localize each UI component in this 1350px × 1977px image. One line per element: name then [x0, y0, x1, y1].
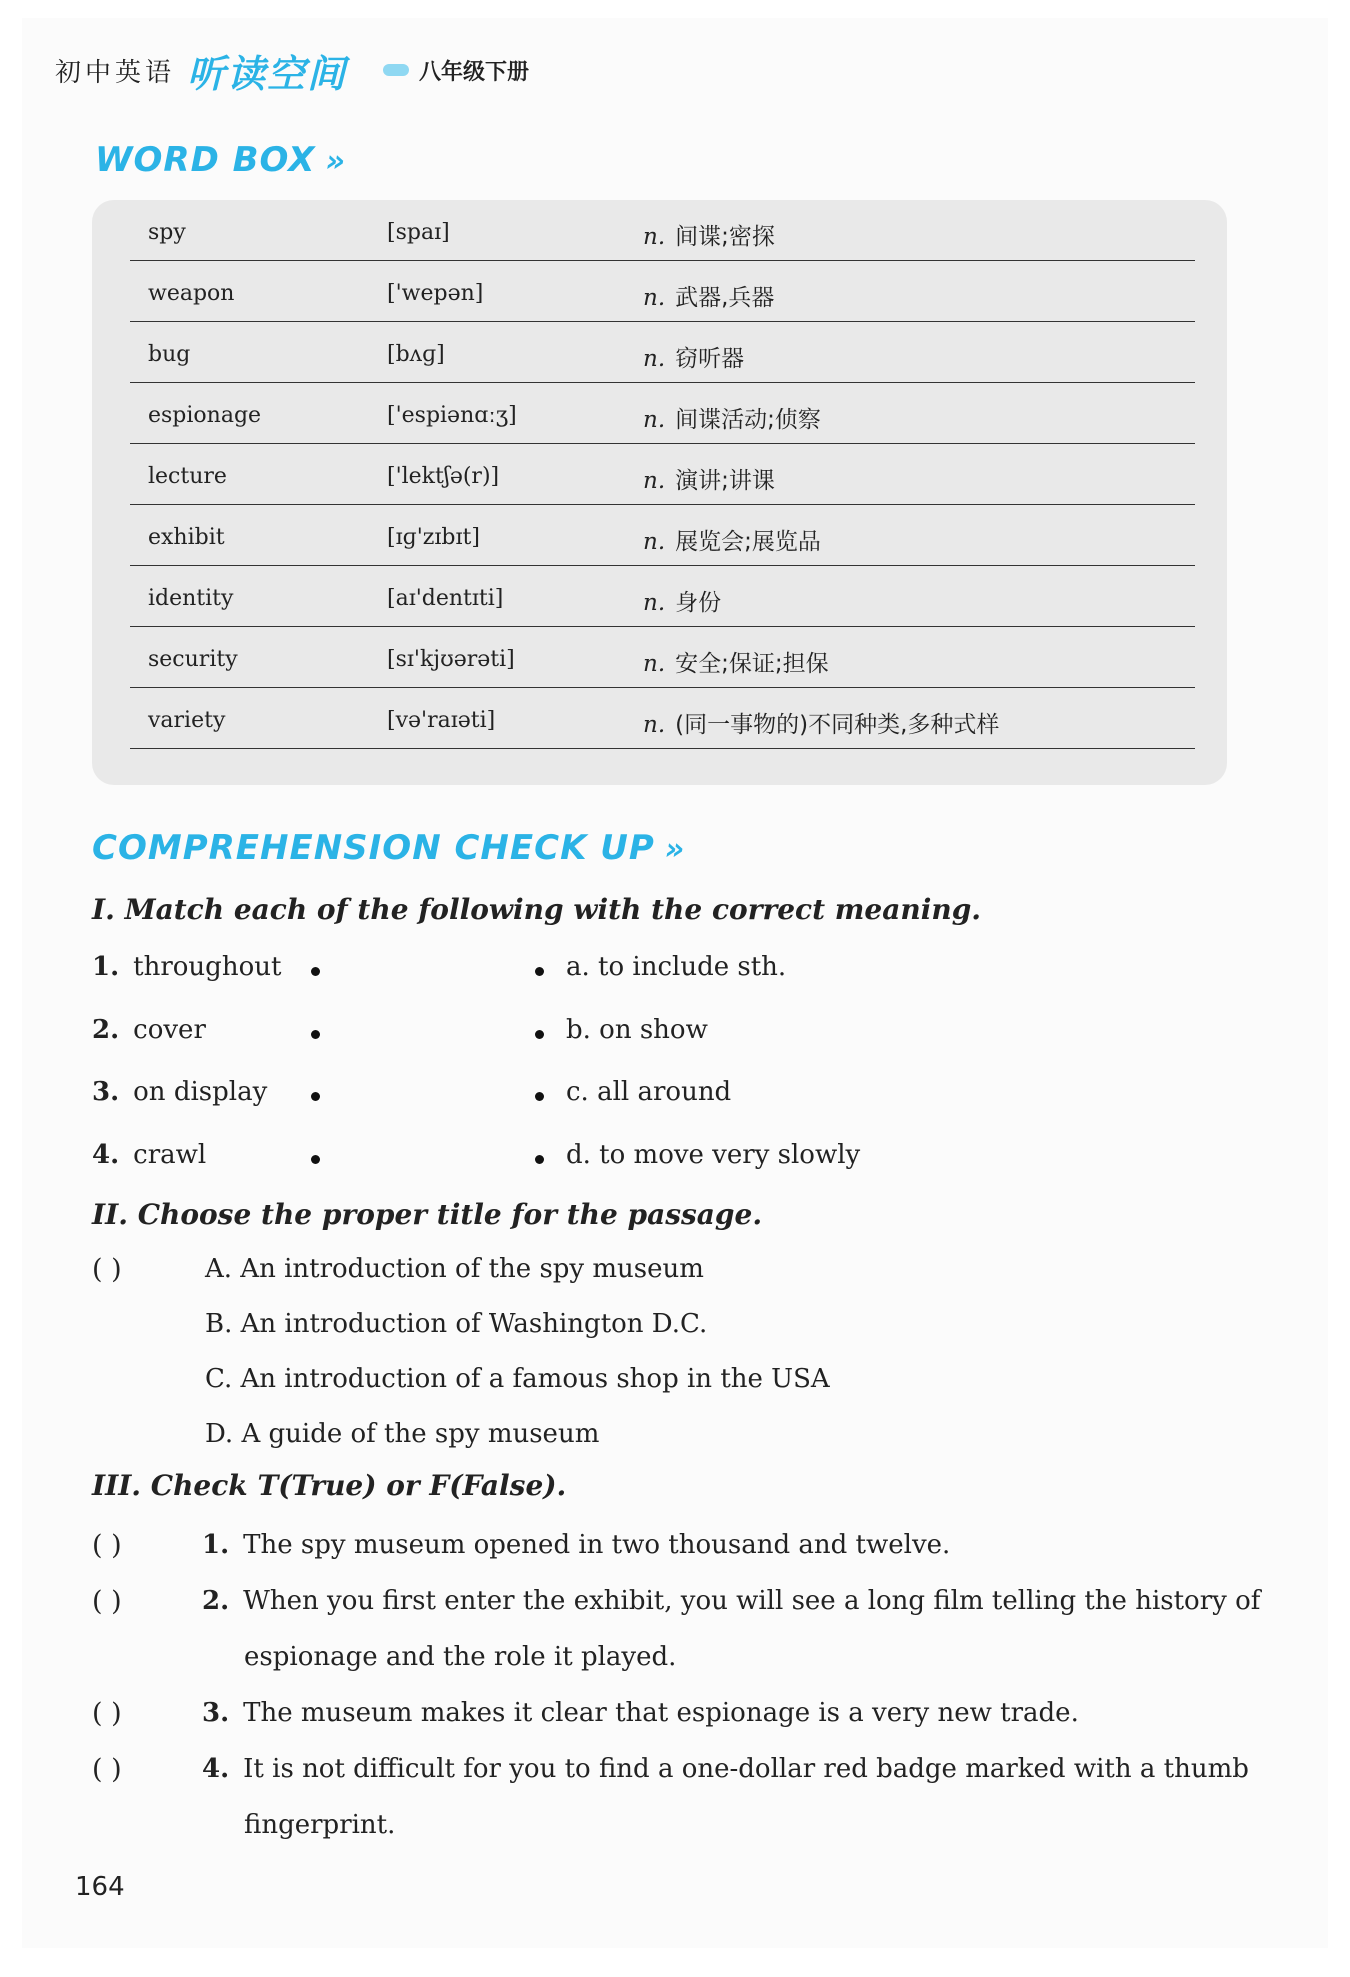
word: bug: [148, 342, 191, 367]
double-chevron-icon: »: [664, 832, 686, 867]
part-of-speech: n.: [643, 224, 666, 250]
tf-item-continued: fingerprint.: [244, 1810, 396, 1840]
word-row: [130, 383, 1195, 444]
part-of-speech: n.: [643, 285, 666, 311]
word: weapon: [148, 281, 235, 306]
match-dot-left[interactable]: [311, 1155, 320, 1164]
match-left-item: [92, 1140, 206, 1170]
definition: 间谍活动;侦察: [675, 407, 821, 433]
item-number: 4.: [92, 1140, 120, 1170]
part-of-speech: n.: [643, 468, 666, 494]
phonetic: [bʌɡ]: [387, 342, 445, 367]
item-number: 1.: [92, 952, 120, 982]
definition: 窃听器: [675, 346, 745, 372]
meaning: [643, 218, 775, 251]
definition: 演讲;讲课: [675, 468, 775, 494]
definition: 身份: [675, 590, 722, 616]
answer-blank[interactable]: ( ): [92, 1586, 122, 1617]
match-dot-right[interactable]: [535, 967, 544, 976]
word-row: [130, 688, 1195, 749]
word-row: [130, 627, 1195, 688]
option-a: A. An introduction of the spy museum: [205, 1254, 704, 1284]
match-dot-right[interactable]: [535, 1155, 544, 1164]
comprehension-title: COMPREHENSION CHECK UP: [92, 828, 655, 868]
item-number: 3.: [202, 1698, 230, 1728]
meaning: [643, 279, 774, 312]
page-number: 164: [75, 1872, 125, 1902]
answer-blank[interactable]: ( ): [92, 1530, 122, 1561]
meaning: [643, 584, 721, 617]
match-right-item: d. to move very slowly: [566, 1140, 861, 1170]
definition: 武器,兵器: [675, 285, 775, 311]
match-dot-left[interactable]: [311, 1030, 320, 1039]
word-row: [130, 200, 1195, 261]
word-box: [92, 200, 1227, 785]
word: exhibit: [148, 525, 225, 550]
part1-heading: I. Match each of the following with the correct meaning.: [92, 893, 982, 926]
match-right-item: a. to include sth.: [566, 952, 787, 982]
phonetic: [ɪɡ'zɪbɪt]: [387, 525, 480, 550]
series-logo: 听读空间: [187, 51, 348, 96]
match-dot-right[interactable]: [535, 1092, 544, 1101]
match-left-item: [92, 952, 281, 982]
word-box-heading: [95, 140, 346, 180]
phonetic: [aɪ'dentɪti]: [387, 586, 504, 611]
item-text: cover: [133, 1015, 206, 1045]
answer-blank[interactable]: ( ): [92, 1754, 122, 1785]
word-row: [130, 322, 1195, 383]
bullet-icon: [383, 64, 409, 76]
meaning: [643, 706, 999, 739]
part2-heading: II. Choose the proper title for the passage.: [92, 1198, 763, 1231]
item-number: 4.: [202, 1754, 230, 1784]
item-text: The museum makes it clear that espionage is a very new trade.: [243, 1698, 1079, 1728]
item-text: throughout: [133, 952, 282, 982]
match-right-item: c. all around: [566, 1077, 732, 1107]
definition: 安全;保证;担保: [675, 651, 829, 677]
definition: 间谍;密探: [675, 224, 775, 250]
meaning: [643, 523, 821, 556]
definition: (同一事物的)不同种类,多种式样: [675, 712, 1000, 738]
tf-item-continued: espionage and the role it played.: [244, 1642, 677, 1672]
definition: 展览会;展览品: [675, 529, 821, 555]
meaning: [643, 340, 744, 373]
series-title: 初中英语: [55, 57, 176, 88]
meaning: [643, 645, 829, 678]
word: identity: [148, 586, 234, 611]
word: security: [148, 647, 238, 672]
word: spy: [148, 220, 186, 245]
item-text: It is not difficult for you to find a one-dollar red badge marked with a thumb: [243, 1754, 1249, 1784]
word-row: [130, 566, 1195, 627]
tf-item: [202, 1698, 1079, 1728]
phonetic: ['espiənɑːʒ]: [387, 403, 517, 428]
tf-item: [202, 1586, 1260, 1616]
tf-item: [202, 1530, 950, 1560]
page-header: [55, 40, 529, 100]
phonetic: [sɪ'kjʊərəti]: [387, 647, 515, 672]
word-row: [130, 505, 1195, 566]
item-number: 3.: [92, 1077, 120, 1107]
match-left-item: [92, 1015, 206, 1045]
match-dot-left[interactable]: [311, 1092, 320, 1101]
item-text: on display: [133, 1077, 268, 1107]
phonetic: ['wepən]: [387, 281, 484, 306]
meaning: [643, 401, 821, 434]
word-box-title: WORD BOX: [95, 140, 316, 180]
phonetic: ['lektʃə(r)]: [387, 464, 500, 489]
part3-heading: III. Check T(True) or F(False).: [92, 1469, 567, 1502]
answer-blank[interactable]: ( ): [92, 1698, 122, 1729]
match-right-item: b. on show: [566, 1015, 708, 1045]
phonetic: [və'raɪəti]: [387, 708, 496, 733]
item-number: 1.: [202, 1530, 230, 1560]
word: espionage: [148, 403, 262, 428]
comprehension-heading: [92, 828, 685, 868]
option-c: C. An introduction of a famous shop in the USA: [205, 1364, 830, 1394]
part-of-speech: n.: [643, 529, 666, 555]
item-text: The spy museum opened in two thousand and twelve.: [243, 1530, 951, 1560]
tf-item: [202, 1754, 1249, 1784]
double-chevron-icon: »: [325, 144, 346, 179]
match-dot-right[interactable]: [535, 1030, 544, 1039]
option-d: D. A guide of the spy museum: [205, 1419, 600, 1449]
item-text: When you first enter the exhibit, you will see a long film telling the history of: [243, 1586, 1261, 1616]
word: lecture: [148, 464, 227, 489]
grade-label: 八年级下册: [419, 59, 530, 85]
word: variety: [148, 708, 226, 733]
word-row: [130, 261, 1195, 322]
item-number: 2.: [92, 1015, 120, 1045]
option-b: B. An introduction of Washington D.C.: [205, 1309, 708, 1339]
word-row: [130, 444, 1195, 505]
meaning: [643, 462, 775, 495]
answer-blank[interactable]: ( ): [92, 1254, 122, 1285]
part-of-speech: n.: [643, 346, 666, 372]
part-of-speech: n.: [643, 712, 666, 738]
item-number: 2.: [202, 1586, 230, 1616]
phonetic: [spaɪ]: [387, 220, 450, 245]
match-dot-left[interactable]: [311, 967, 320, 976]
part-of-speech: n.: [643, 590, 666, 616]
part-of-speech: n.: [643, 407, 666, 433]
item-text: crawl: [133, 1140, 207, 1170]
part-of-speech: n.: [643, 651, 666, 677]
match-left-item: [92, 1077, 267, 1107]
